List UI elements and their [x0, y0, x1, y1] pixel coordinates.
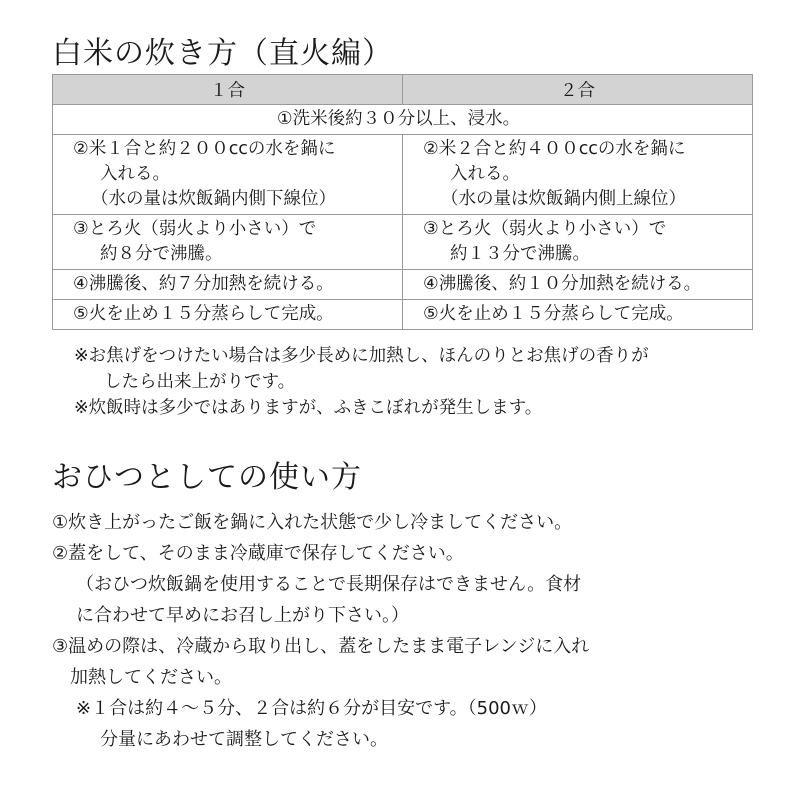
cooking-table — [52, 74, 753, 330]
ohitsu-steps — [52, 507, 589, 755]
step-line: ①炊き上がったご飯を鍋に入れた状態で少し冷ましてください。 — [52, 512, 573, 533]
cell-line: （水の量は炊飯鍋内側下線位） — [91, 189, 336, 209]
cooking-notes — [74, 343, 649, 421]
step-5-cell-2go: ⑤火を止め１５分蒸らして完成。 — [403, 300, 753, 330]
note-line: ※炊飯時は多少ではありますが、ふきこぼれが発生します。 — [74, 398, 543, 418]
step-3-cell-2go — [403, 215, 753, 270]
step-line: に合わせて早めにお召し上がり下さい。） — [76, 605, 409, 626]
cell-line: ②米１合と約２００ccの水を鍋に — [73, 139, 336, 159]
page-title-cooking: 白米の炊き方（直火編） — [52, 36, 393, 71]
step-line: ※１合は約４～５分、２合は約６分が目安です。（500ｗ） — [76, 698, 547, 719]
note-line: したら出来上がりです。 — [104, 372, 296, 392]
cell-line: （水の量は炊飯鍋内側上線位） — [441, 189, 686, 209]
step-soak-cell: ①洗米後約３０分以上、浸水。 — [53, 105, 753, 135]
cell-line: 約１３分で沸騰。 — [450, 244, 590, 264]
step-4-cell-1go: ④沸騰後、約７分加熱を続ける。 — [53, 270, 403, 300]
cell-line: ③とろ火（弱火より小さい）で — [73, 219, 317, 239]
step-4-cell-2go: ④沸騰後、約１０分加熱を続ける。 — [403, 270, 753, 300]
step-2-cell-1go — [53, 135, 403, 215]
table-row — [53, 215, 753, 270]
step-line: （おひつ炊飯鍋を使用することで長期保存はできません。食材 — [76, 574, 582, 595]
step-2-cell-2go — [403, 135, 753, 215]
table-row — [53, 270, 753, 300]
cell-line: ③とろ火（弱火より小さい）で — [423, 219, 667, 239]
cell-line: ②米２合と約４００ccの水を鍋に — [423, 139, 686, 159]
page-title-ohitsu: おひつとしての使い方 — [52, 460, 362, 495]
cell-line: 約８分で沸騰。 — [100, 244, 223, 264]
table-header-row — [53, 75, 753, 105]
step-line: ②蓋をして、そのまま冷蔵庫で保存してください。 — [52, 543, 464, 564]
step-line: 加熱してください。 — [70, 667, 232, 688]
note-line: ※お焦げをつけたい場合は多少長めに加熱し、ほんのりとお焦げの香りが — [74, 346, 649, 366]
step-line: ③温めの際は、冷蔵から取り出し、蓋をしたまま電子レンジに入れ — [52, 636, 590, 657]
table-row — [53, 105, 753, 135]
cell-line: 入れる。 — [100, 164, 170, 184]
header-2-go: ２合 — [403, 75, 753, 105]
cell-line: 入れる。 — [450, 164, 520, 184]
step-3-cell-1go — [53, 215, 403, 270]
step-5-cell-1go: ⑤火を止め１５分蒸らして完成。 — [53, 300, 403, 330]
step-line: 分量にあわせて調整してください。 — [100, 729, 388, 750]
table-row — [53, 300, 753, 330]
header-1-go: １合 — [53, 75, 403, 105]
table-row — [53, 135, 753, 215]
